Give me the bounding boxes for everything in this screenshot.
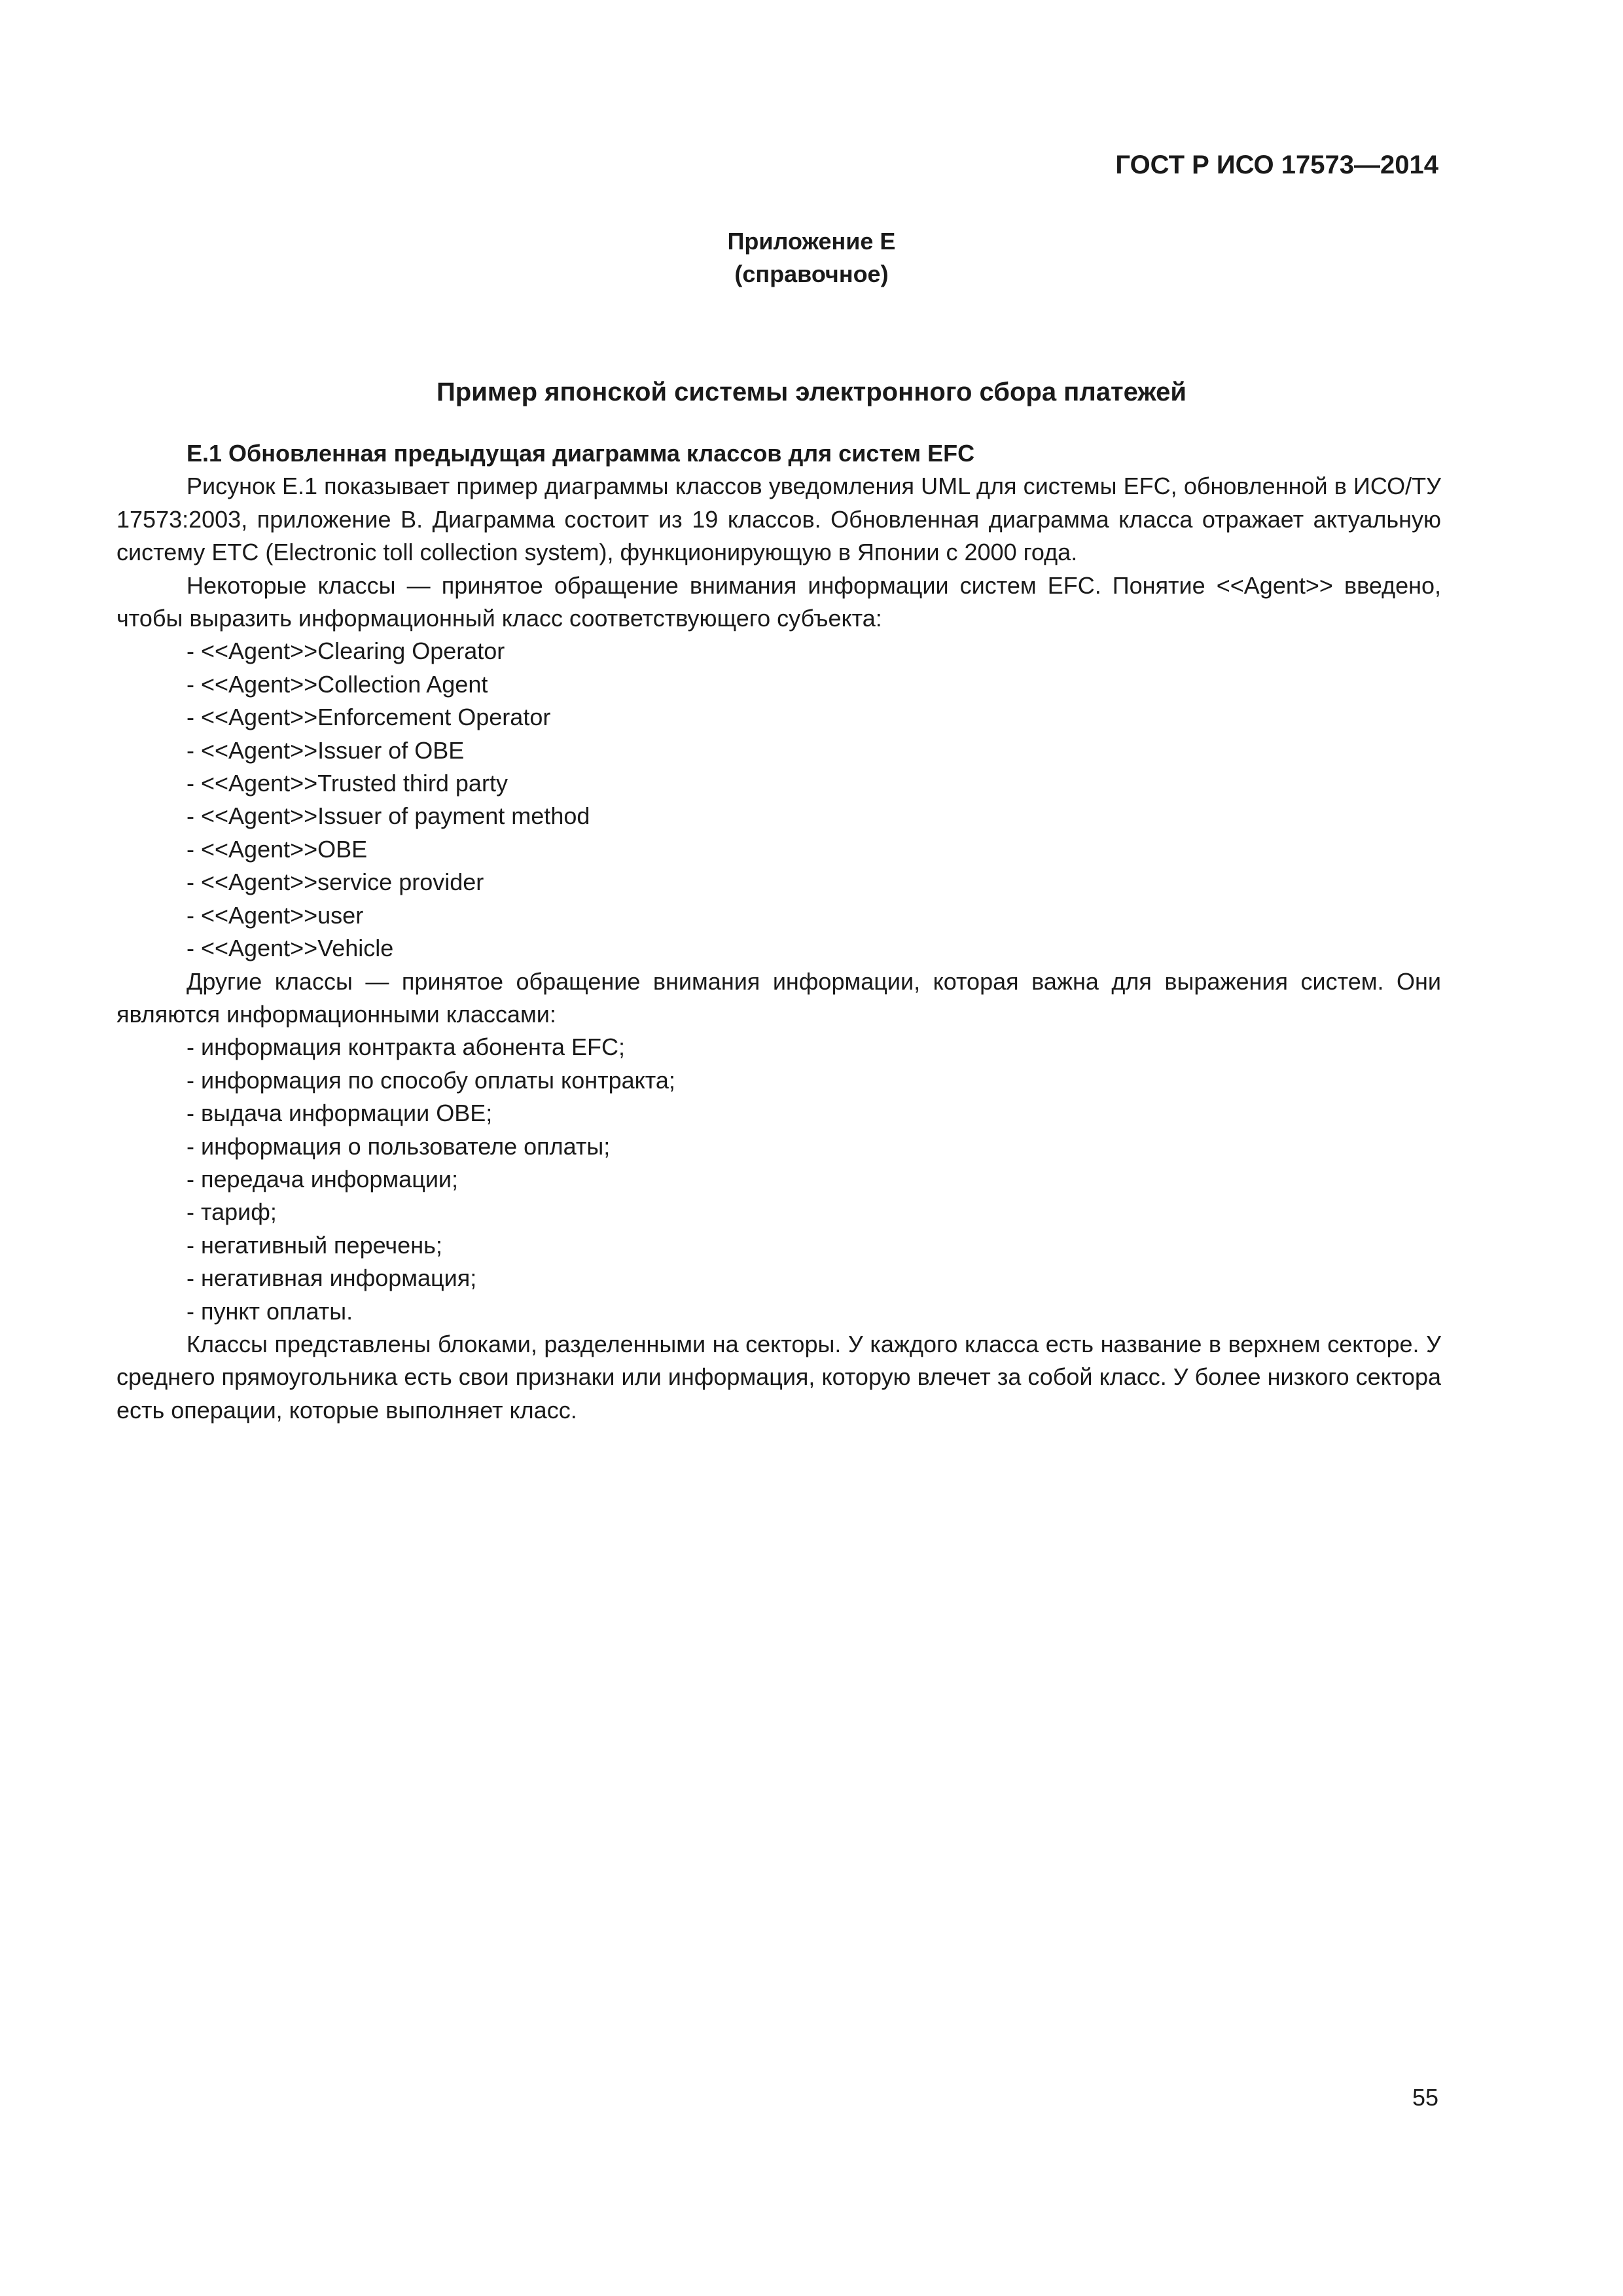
paragraph-intro: Рисунок Е.1 показывает пример диаграммы классов уведомления UML для системы EFC, обновленной в ИСО/ТУ 17573:2003, приложение В. Диаграмма состоит из 19 классов. Обновленная диаграмма класса отражает актуальную систему ЕТС (Electronic toll collection system), функционирующую в Японии с 2000 года. xyxy=(116,473,1441,566)
info-class-item: - информация о пользователе оплаты; xyxy=(187,1132,611,1160)
agent-class-list xyxy=(116,635,1441,965)
standard-code: ГОСТ Р ИСО 17573—2014 xyxy=(1115,151,1438,179)
section-body xyxy=(116,437,1441,1427)
agent-class-item: - <<Agent>>service provider xyxy=(187,869,484,896)
paragraph-info-classes: Другие классы — принятое обращение внимания информации, которая важна для выражения систем. Они являются информационными классами: xyxy=(116,967,1441,1028)
paragraph-class-blocks: Классы представлены блоками, разделенными на секторы. У каждого класса есть название в верхнем секторе. У среднего прямоугольника есть свои признаки или информация, которую влечет за собой класс. У более низкого сектора есть операции, которые выполняет класс. xyxy=(116,1330,1441,1424)
info-class-item: - тариф; xyxy=(187,1198,277,1226)
agent-class-item: - <<Agent>>Enforcement Operator xyxy=(187,704,551,731)
agent-class-item: - <<Agent>>Issuer of payment method xyxy=(187,802,590,830)
agent-class-item: - <<Agent>>Vehicle xyxy=(187,935,394,962)
info-class-item: - пункт оплаты. xyxy=(187,1297,353,1325)
agent-class-item: - <<Agent>>Collection Agent xyxy=(187,670,488,698)
page-title: Пример японской системы электронного сбора платежей xyxy=(437,378,1186,406)
agent-class-item: - <<Agent>>Trusted third party xyxy=(187,770,508,797)
paragraph-agent-classes: Некоторые классы — принятое обращение внимания информации систем EFC. Понятие <<Agent>> введено, чтобы выразить информационный класс соответствующего субъекта: xyxy=(116,571,1441,632)
agent-class-item: - <<Agent>>OBE xyxy=(187,835,368,863)
section-heading: Е.1 Обновленная предыдущая диаграмма классов для систем EFC xyxy=(187,440,975,467)
info-class-item: - информация по способу оплаты контракта; xyxy=(187,1066,675,1094)
info-class-item: - выдача информации OBE; xyxy=(187,1100,493,1127)
info-class-item: - информация контракта абонента EFC; xyxy=(187,1033,626,1061)
info-class-item: - негативный перечень; xyxy=(187,1231,442,1259)
annex-type: (справочное) xyxy=(734,260,889,287)
agent-class-item: - <<Agent>>Clearing Operator xyxy=(187,637,505,665)
page-number: 55 xyxy=(1412,2084,1438,2111)
agent-class-item: - <<Agent>>Issuer of OBE xyxy=(187,736,465,764)
info-class-item: - негативная информация; xyxy=(187,1265,477,1292)
annex-block xyxy=(0,225,1623,291)
annex-label: Приложение Е xyxy=(727,228,896,255)
agent-class-item: - <<Agent>>user xyxy=(187,901,364,929)
info-class-list xyxy=(116,1031,1441,1328)
info-class-item: - передача информации; xyxy=(187,1165,459,1193)
